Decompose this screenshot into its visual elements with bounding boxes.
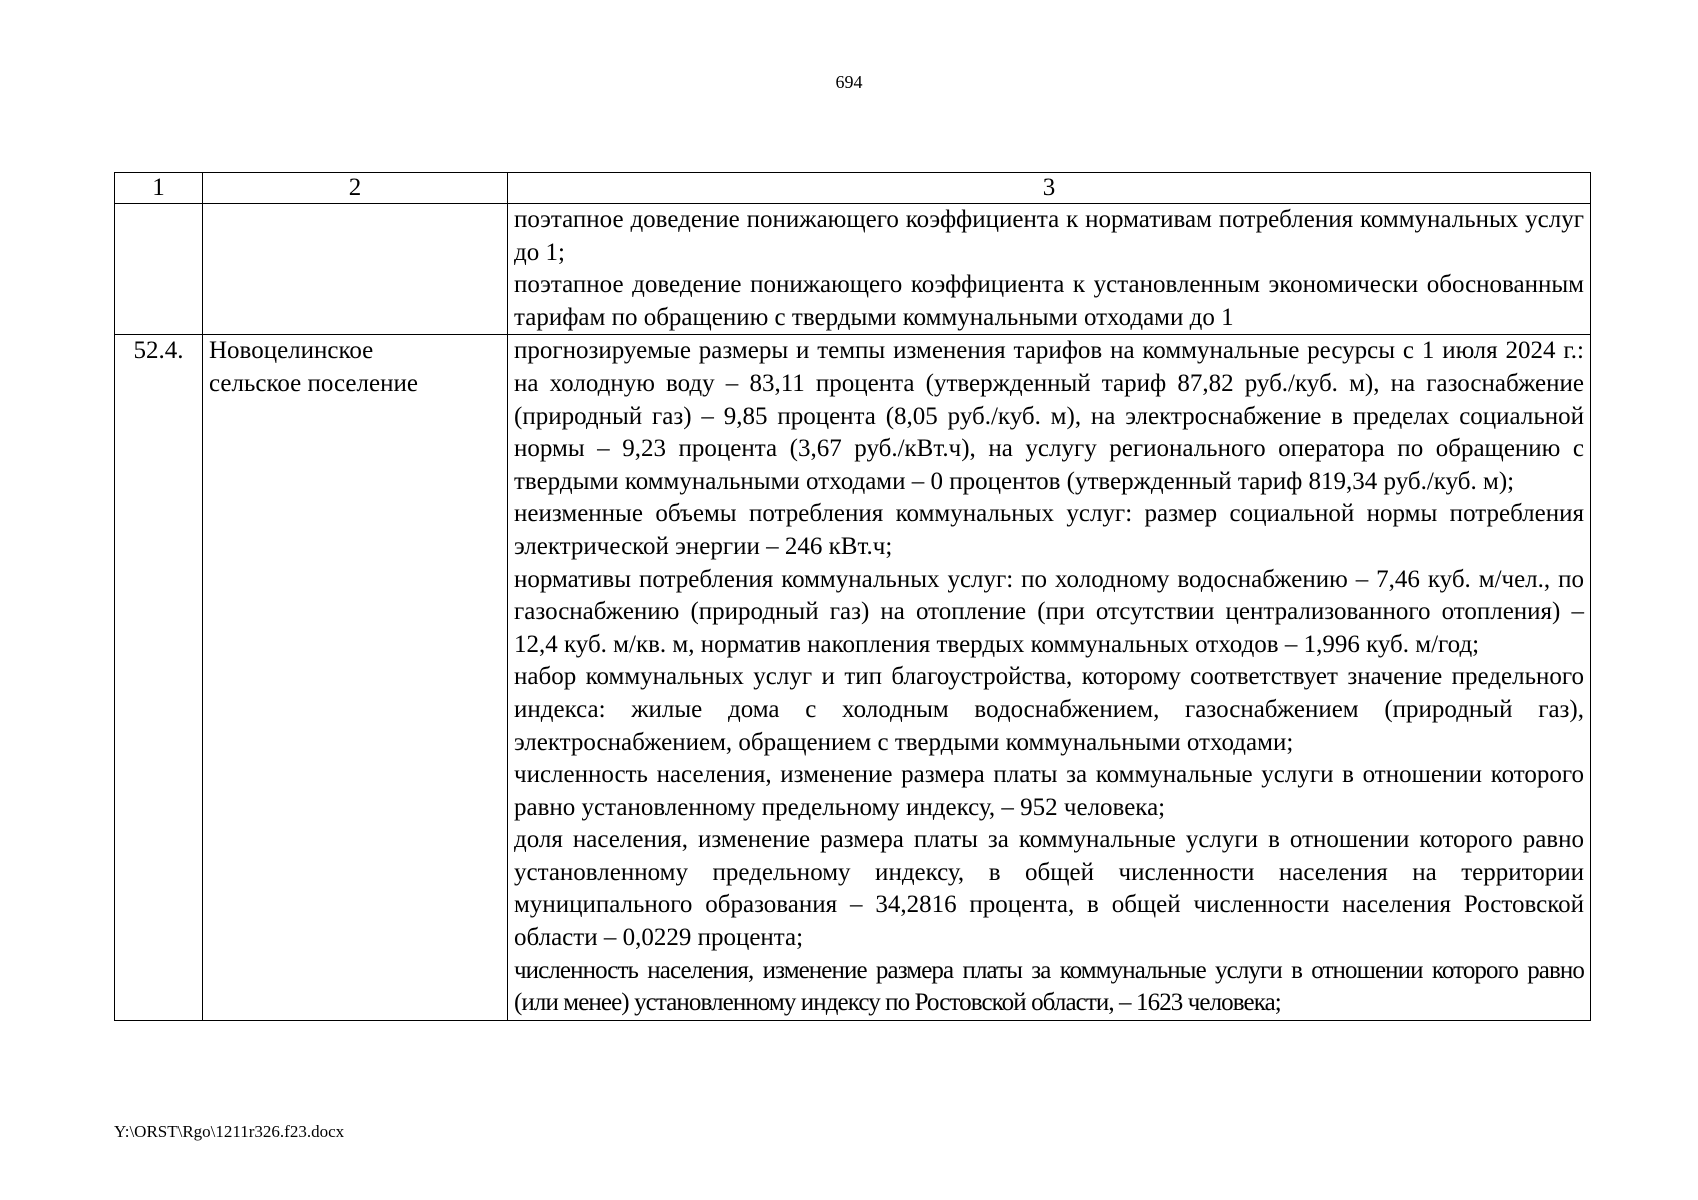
text-paragraph: доля населения, изменение размера платы за коммунальные услуги в отношении которого равно установленному предельному индексу, в общей численности населения на территории муниципального образования – 34,2816 процента, в общей численности населения Ростовской области – 0,0229 процента; [514, 826, 1584, 952]
column-header-1: 1 [115, 173, 203, 204]
text-paragraph: набор коммунальных услуг и тип благоустройства, которому соответствует значение предельного индекса: жилые дома с холодным водоснабжением, газоснабжением (природный газ), электроснабжением, обращением с твердыми коммунальными отходами; [514, 663, 1584, 756]
page-number: 694 [835, 72, 863, 92]
continuation-text-cell [508, 204, 1591, 335]
continuation-name-cell [203, 204, 508, 335]
text-paragraph: нормативы потребления коммунальных услуг: по холодному водоснабжению – 7,46 куб. м/чел., по газоснабжению (природный газ) на отопление (при отсутствии централизованного отопления) – 12,4 куб. м/кв. м, норматив накопления твердых коммунальных отходов – 1,996 куб. м/год; [514, 565, 1584, 658]
table-row-52-4 [115, 335, 1591, 1020]
settlement-name-cell [203, 335, 508, 1020]
text-paragraph: численность населения, изменение размера платы за коммунальные услуги в отношении которого равно (или менее) установленному индексу по Ростовской области, – 1623 человека; [514, 956, 1584, 1017]
file-path-footer: Y:\ORST\Rgo\1211r326.f23.docx [114, 1122, 345, 1141]
column-header-2: 2 [203, 173, 508, 204]
row-number-cell: 52.4. [115, 335, 203, 1020]
text-paragraph: прогнозируемые размеры и темпы изменения тарифов на коммунальные ресурсы с 1 июля 2024 г.: на холодную воду – 83,11 процента (утвержденный тариф 87,82 руб./куб. м), на газоснабжение (природный газ) – 9,85 процента (8,05 руб./куб. м), на электроснабжение в пределах социальной нормы – 9,23 процента (3,67 руб./кВт.ч), на услугу регионального оператора по обращению с твердыми коммунальными отходами – 0 процентов (утвержденный тариф 819,34 руб./куб. м); [514, 337, 1584, 495]
document-table [114, 172, 1591, 1021]
table-row-continuation [115, 204, 1591, 335]
text-paragraph: поэтапное доведение понижающего коэффициента к установленным экономически обоснованным тарифам по обращению с твердыми коммунальными отходами до 1 [514, 271, 1584, 331]
text-paragraph: неизменные объемы потребления коммунальных услуг: размер социальной нормы потребления электрической энергии – 246 кВт.ч; [514, 500, 1584, 560]
settlement-name-line: сельское поселение [209, 369, 418, 397]
settlement-name-line: Новоцелинское [209, 337, 374, 365]
conditions-text-cell [508, 335, 1591, 1020]
column-header-3: 3 [508, 173, 1591, 204]
continuation-number-cell [115, 204, 203, 335]
text-paragraph: численность населения, изменение размера платы за коммунальные услуги в отношении которого равно установленному предельному индексу, – 952 человека; [514, 761, 1584, 821]
table-header-row [115, 173, 1591, 204]
text-paragraph: поэтапное доведение понижающего коэффициента к нормативам потребления коммунальных услуг до 1; [514, 206, 1584, 266]
